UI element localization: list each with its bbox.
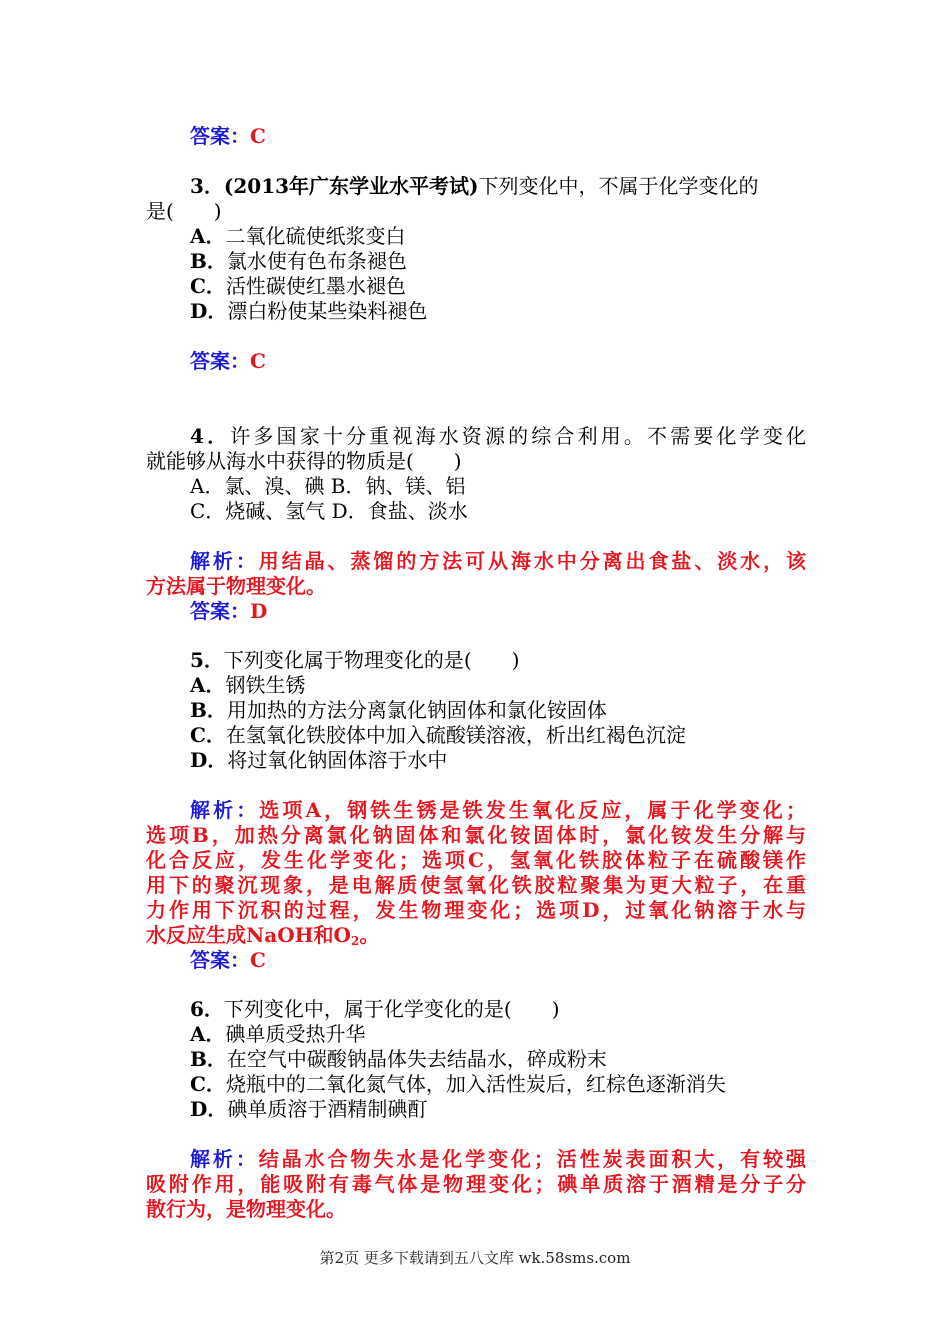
q3-stem-line2: 是( ) <box>146 199 222 223</box>
q6-analysis-line3: 散行为，是物理变化。 <box>146 1197 346 1221</box>
q3-option-c: C．活性碳使红墨水褪色 <box>190 274 406 298</box>
q3-answer: 答案：C <box>190 349 266 373</box>
q4-analysis-line1: 解析：用结晶、蒸馏的方法可从海水中分离出食盐、淡水，该 <box>190 549 807 573</box>
q5-analysis-line2: 选项B，加热分离氯化钠固体和氯化铵固体时，氯化铵发生分解与 <box>146 823 806 847</box>
q5-answer: 答案：C <box>190 948 266 972</box>
q5-analysis-line3: 化合反应，发生化学变化；选项C，氢氧化铁胶体粒子在硫酸镁作 <box>146 848 806 872</box>
q6-analysis-line2: 吸附作用，能吸附有毒气体是物理变化；碘单质溶于酒精是分子分 <box>146 1172 806 1196</box>
q3-option-a: A．二氧化硫使纸浆变白 <box>190 224 406 248</box>
q6-option-c: C．烧瓶中的二氧化氮气体，加入活性炭后，红棕色逐渐消失 <box>190 1072 726 1096</box>
q5-analysis-line4: 用下的聚沉现象，是电解质使氢氧化铁胶粒聚集为更大粒子，在重 <box>146 873 806 897</box>
q2-answer: 答案：C <box>190 124 266 148</box>
q4-stem-line1: 4．许多国家十分重视海水资源的综合利用。不需要化学变化 <box>190 424 806 448</box>
q6-option-a: A．碘单质受热升华 <box>190 1022 366 1046</box>
q5-analysis-line6: 水反应生成NaOH和$O_2$。 <box>146 923 380 948</box>
q4-options-row1: A．氯、溴、碘 B．钠、镁、铝 <box>190 474 466 498</box>
q5-analysis-line1: 解析：选项A，钢铁生锈是铁发生氧化反应，属于化学变化； <box>190 798 806 822</box>
q6-stem: 6．下列变化中，属于化学变化的是( ) <box>190 997 560 1021</box>
q4-stem-line2: 就能够从海水中获得的物质是( ) <box>146 449 462 473</box>
q6-analysis-line1: 解析：结晶水合物失水是化学变化；活性炭表面积大，有较强 <box>190 1147 807 1171</box>
q4-options-row2: C．烧碱、氢气 D．食盐、淡水 <box>190 499 468 523</box>
q3-stem-line1: 3．(2013年广东学业水平考试)下列变化中，不属于化学变化的 <box>190 174 759 198</box>
q5-option-d: D．将过氧化钠固体溶于水中 <box>190 748 448 772</box>
q6-option-b: B．在空气中碳酸钠晶体失去结晶水，碎成粉末 <box>190 1047 607 1071</box>
page-footer: 第2页 更多下载请到五八文库 wk.58sms.com <box>319 1249 631 1267</box>
q5-analysis-line5: 力作用下沉积的过程，发生物理变化；选项D，过氧化钠溶于水与 <box>146 898 806 922</box>
q3-option-d: D．漂白粉使某些染料褪色 <box>190 299 428 323</box>
q5-option-b: B．用加热的方法分离氯化钠固体和氯化铵固体 <box>190 698 607 722</box>
q5-stem: 5．下列变化属于物理变化的是( ) <box>190 648 520 672</box>
q6-option-d: D．碘单质溶于酒精制碘酊 <box>190 1097 428 1121</box>
q4-analysis-line2: 方法属于物理变化。 <box>146 574 326 598</box>
q5-option-c: C．在氢氧化铁胶体中加入硫酸镁溶液，析出红褐色沉淀 <box>190 723 686 747</box>
q4-answer: 答案：D <box>190 599 268 623</box>
q5-option-a: A．钢铁生锈 <box>190 673 306 697</box>
q3-option-b: B．氯水使有色布条褪色 <box>190 249 407 273</box>
